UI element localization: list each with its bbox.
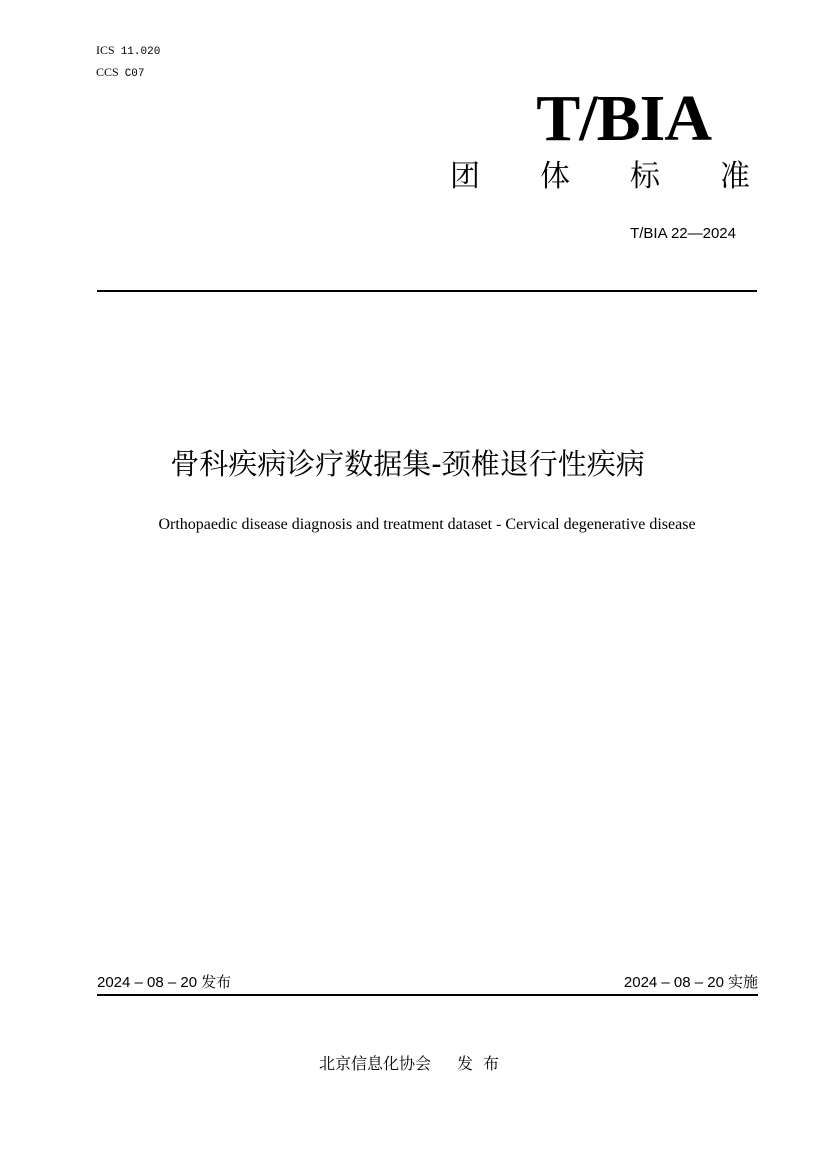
- standard-logo: T/BIA: [536, 82, 711, 155]
- publish-date: 2024 – 08 – 20: [97, 974, 198, 991]
- standard-type-char: 团: [450, 159, 480, 194]
- standard-type-heading: [450, 157, 750, 197]
- header-divider: [97, 290, 757, 292]
- publisher-line: [0, 1052, 815, 1076]
- classification-codes: [96, 40, 160, 84]
- standard-number: T/BIA 22—2024: [630, 225, 736, 242]
- ccs-label: CCS: [96, 65, 119, 79]
- ccs-row: [96, 62, 160, 84]
- date-row: [97, 970, 758, 995]
- implement-date: 2024 – 08 – 20: [623, 974, 724, 991]
- ccs-code: C07: [124, 68, 145, 80]
- document-title-english: Orthopaedic disease diagnosis and treatment dataset - Cervical degenerative disease: [158, 516, 696, 533]
- standard-type-char: 准: [720, 159, 750, 194]
- publish-date-group: [97, 970, 231, 995]
- publish-label: 发布: [201, 973, 232, 991]
- publisher-issued-label: 发布: [457, 1054, 510, 1073]
- ics-row: [96, 40, 160, 62]
- document-title-chinese: 骨科疾病诊疗数据集-颈椎退行性疾病: [170, 447, 645, 481]
- standard-type-char: 标: [630, 159, 660, 194]
- ics-label: ICS: [96, 43, 115, 57]
- implement-date-group: [624, 970, 758, 995]
- implement-label: 实施: [727, 973, 758, 991]
- publisher-name: 北京信息化协会: [318, 1054, 431, 1073]
- ics-code: 11.020: [120, 46, 161, 58]
- standard-type-char: 体: [540, 159, 570, 194]
- footer-divider: [97, 994, 758, 996]
